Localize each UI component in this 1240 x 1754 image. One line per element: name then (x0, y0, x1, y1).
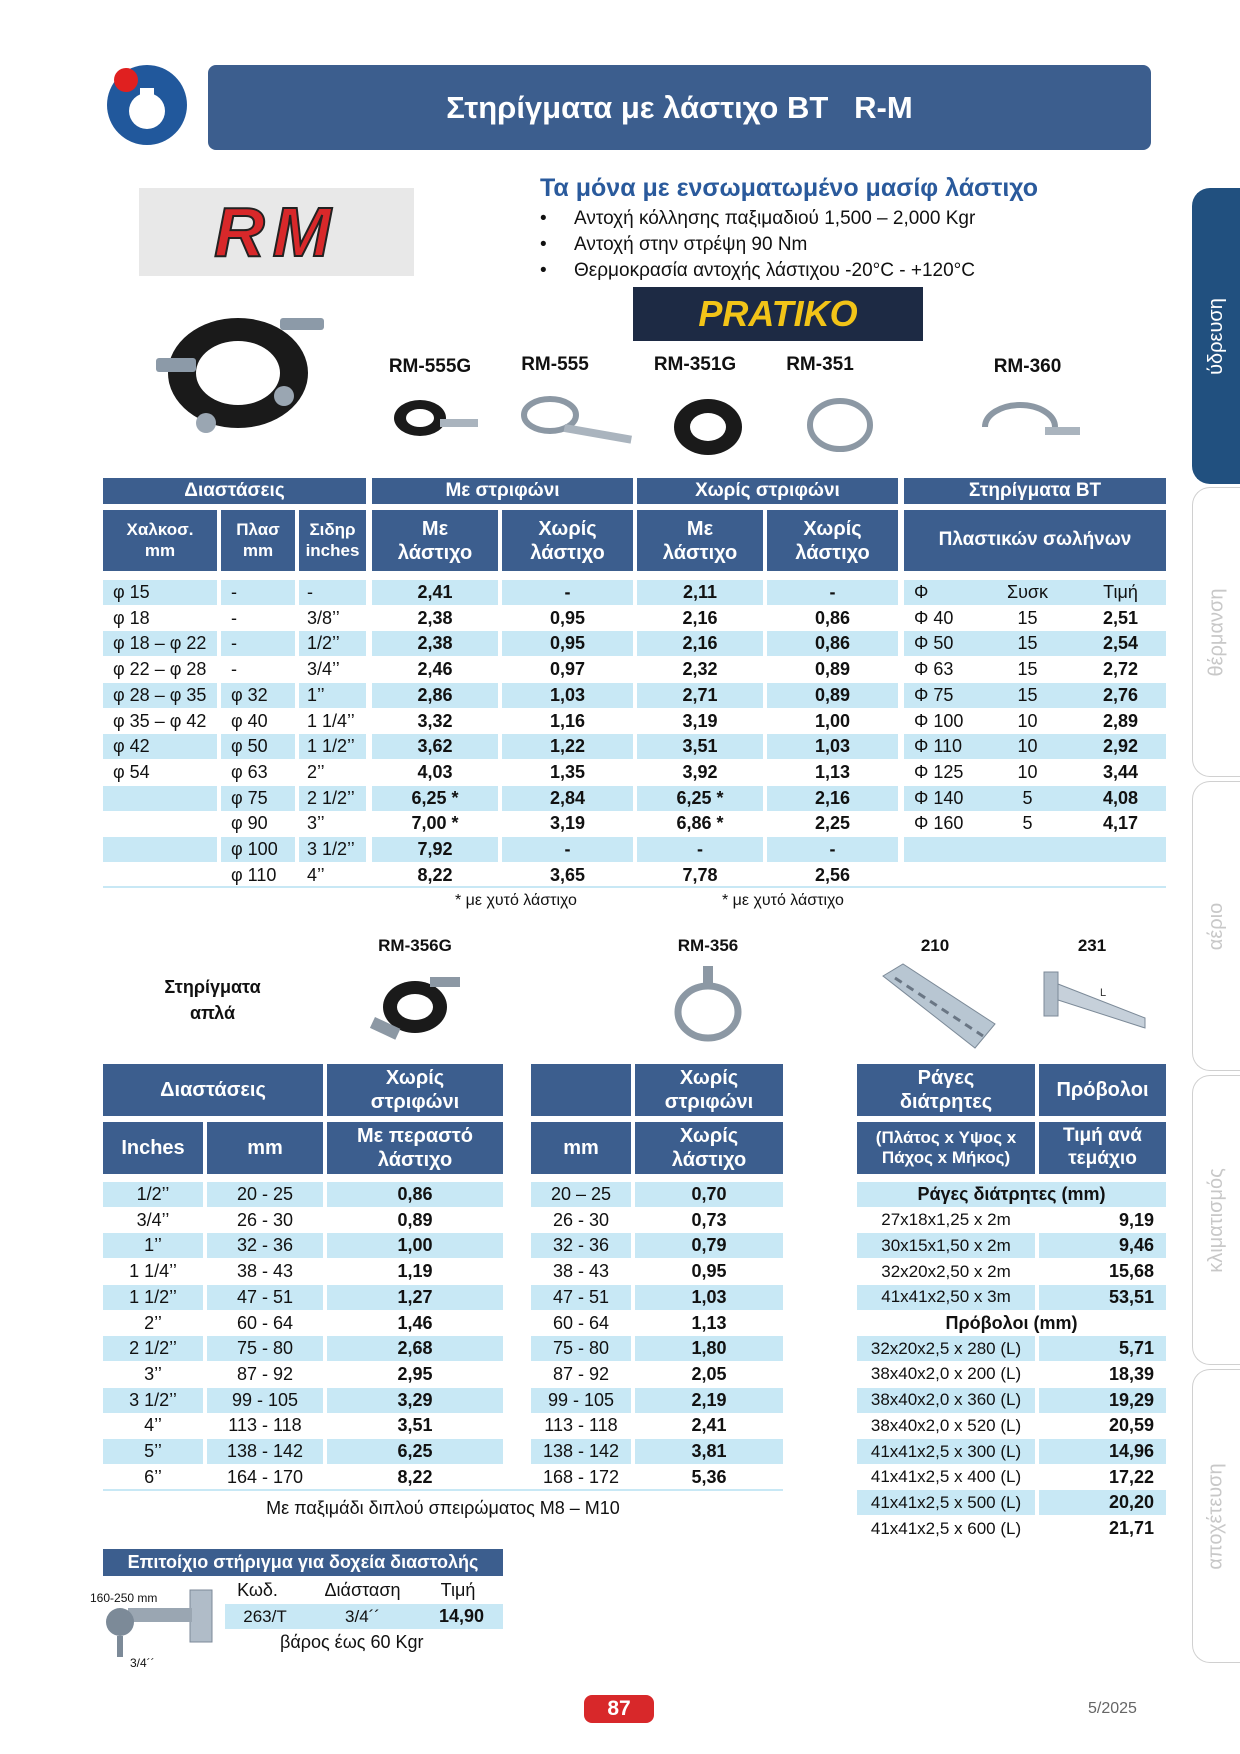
bt-header-cell: Συσκ (980, 580, 1075, 605)
tab-thermansi[interactable]: θέρμανση (1192, 487, 1240, 777)
table1-cell: 3’’ (307, 813, 325, 834)
table4-price-cell: 18,39 (1108, 1363, 1154, 1384)
table2-cell: 1’’ (103, 1233, 203, 1258)
table4-dims-cell: 41x41x2,5 x 600 (L) (870, 1518, 1022, 1538)
table3-cell: 113 - 118 (544, 1415, 618, 1436)
table1-subheader-with-rubber: Με λάστιχο (372, 510, 498, 571)
table1-cell: - (231, 607, 237, 628)
product-label: 231 (1077, 936, 1107, 955)
bt-cell (904, 837, 980, 862)
table4-price-cell: 17,22 (1108, 1466, 1154, 1487)
svg-text:L: L (1100, 987, 1107, 999)
table1-subheader-without-rubber-2: Χωρίς λάστιχο (767, 510, 898, 571)
table3-cell: 99 - 105 (531, 1388, 631, 1413)
table1-bottom-line (103, 886, 1166, 888)
rm-555g-image (385, 393, 480, 453)
table2-header-without-bolt: Χωρίς στριφώνι (327, 1064, 503, 1116)
table1-cell (103, 837, 217, 862)
table1-cell (103, 811, 217, 836)
table1-cell: φ 54 (113, 761, 150, 782)
bt-cell: 3,44 (1102, 761, 1139, 782)
table1-cell: φ 40 (231, 710, 268, 731)
table3-header-without-bolt: Χωρίς στριφώνι (635, 1064, 783, 1116)
table1-header-with-bolt: Με στριφώνι (372, 478, 633, 504)
intro-heading: Τα μόνα με ενσωματωμένο μασίφ λάστιχο (540, 174, 1039, 202)
clamp-product-image (146, 288, 331, 453)
table1-cell: 2,56 (814, 864, 851, 885)
table1-cell: - (767, 580, 898, 605)
table1-cell: 0,89 (767, 683, 898, 708)
bt-cell: 10 (980, 734, 1075, 759)
company-logo (106, 64, 188, 146)
table1-cell: 4,03 (417, 761, 453, 782)
table1-cell: φ 18 – φ 22 (103, 631, 217, 656)
wall-support-title: Επιτοίχιο στήριγμα για δοχεία διαστολής (103, 1549, 503, 1576)
table2-cell: 3’’ (144, 1363, 162, 1384)
table1-cell: φ 50 (221, 734, 295, 759)
product-label: RM-351 (786, 354, 854, 375)
table2-cell: 47 - 51 (207, 1285, 323, 1310)
table1-cell: 7,78 (682, 864, 718, 885)
bt-cell: Φ 110 (904, 734, 980, 759)
wall-support-weight: βάρος έως 60 Kgr (280, 1632, 424, 1652)
wall-support-header-code: Κωδ. (237, 1580, 278, 1600)
bt-cell: 2,51 (1102, 607, 1139, 628)
rm-351-image (800, 395, 880, 465)
table3-cell: 1,03 (635, 1285, 783, 1310)
table4-price-cell: 14,96 (1039, 1439, 1166, 1464)
table2-cell: 1,19 (397, 1261, 433, 1282)
wall-support-header-price: Τιμή (440, 1580, 476, 1600)
table4-dims-cell: 38x40x2,0 x 200 (L) (870, 1364, 1022, 1384)
table1-subheader-plastic-pipes: Πλαστικών σωλήνων (904, 510, 1166, 571)
bt-cell: 10 (1017, 710, 1038, 731)
table3-cell: 3,81 (635, 1439, 783, 1464)
table1-cell: 2,86 (372, 683, 498, 708)
table1-subheader-iron: Σιδηρ inches (299, 510, 366, 571)
brackets-section-title: Πρόβολοι (mm) (945, 1312, 1078, 1333)
table1-cell: 1,35 (549, 761, 586, 782)
bt-cell: Φ 63 (914, 659, 954, 680)
table1-cell: 0,95 (502, 631, 633, 656)
table4-price-cell: 9,19 (1118, 1209, 1154, 1230)
bt-cell: 2,89 (1102, 710, 1139, 731)
table4-subheader-dims: (Πλάτος x Υψος x Πάχος x Μήκος) (857, 1122, 1035, 1174)
table1-cell: φ 110 (231, 864, 277, 885)
table3-cell: 1,13 (691, 1312, 727, 1333)
bt-cell (1075, 837, 1166, 862)
table3-cell: 0,79 (635, 1233, 783, 1258)
table1-cell: - (502, 580, 633, 605)
table2-cell: 138 - 142 (207, 1439, 323, 1464)
table1-cell: 0,86 (814, 607, 851, 628)
table1-cell: 7,92 (372, 837, 498, 862)
table3-header-blank (531, 1064, 631, 1116)
table1-cell: 3,32 (417, 710, 453, 731)
table1-cell: 1/2’’ (299, 631, 366, 656)
table1-cell: 0,97 (549, 659, 586, 680)
rm-356-image (658, 962, 758, 1057)
table2-footer-note: Με παξιμάδι διπλού σπειρώματος M8 – M10 (266, 1498, 620, 1518)
table1-cell: - (502, 837, 633, 862)
table4-price-cell: 20,59 (1108, 1415, 1154, 1436)
table4-dims-cell: 32x20x2,50 x 2m (881, 1261, 1011, 1281)
table1-cell: 2,46 (417, 659, 453, 680)
table1-cell: 6,25 * (372, 786, 498, 811)
table1-cell: 2,25 (814, 813, 851, 834)
table1-note-cast-rubber: * με χυτό λάστιχο (455, 892, 577, 909)
table2-subheader-with-pass-rubber: Με περαστό λάστιχο (327, 1122, 503, 1174)
table1-cell: - (221, 580, 295, 605)
bracket-231-image (1040, 966, 1150, 1061)
table2-cell: 99 - 105 (207, 1388, 323, 1413)
wall-support-dim-label: 160-250 mm (90, 1591, 158, 1605)
table2-cell: 2,95 (397, 1363, 433, 1384)
rm-351g-image (663, 395, 753, 465)
pratiko-logo: PRATIKO (633, 287, 923, 341)
rm-356g-image (360, 962, 460, 1057)
table1-cell: 1,22 (502, 734, 633, 759)
product-label: RM-360 (993, 356, 1062, 377)
feature-list (540, 206, 975, 284)
table4-dims-cell: 41x41x2,50 x 3m (857, 1285, 1035, 1310)
table3-cell: 1,80 (635, 1336, 783, 1361)
table1-cell: 3,92 (682, 761, 718, 782)
table1-cell: 0,89 (814, 659, 851, 680)
table1-subheader-copper: Χαλκοσ. mm (103, 510, 217, 571)
bt-cell: 10 (1017, 761, 1038, 782)
bt-cell: Φ 160 (914, 813, 964, 834)
bt-cell (1075, 863, 1166, 888)
table2-cell: 3,51 (397, 1415, 433, 1436)
table2-cell: 1,46 (397, 1312, 433, 1333)
rail-210-image (875, 956, 1000, 1061)
table3-subheader-without-rubber: Χωρίς λάστιχο (635, 1122, 783, 1174)
bt-cell: Φ 75 (904, 683, 980, 708)
table4-dims-cell: 41x41x2,5 x 400 (L) (870, 1467, 1022, 1487)
product-label: RM-351G (653, 354, 737, 375)
table1-cell: - (767, 837, 898, 862)
simple-supports-label: Στηρίγματα απλά (164, 977, 261, 1023)
bt-header-cell: Φ (904, 580, 980, 605)
bt-cell: 2,72 (1102, 659, 1139, 680)
table2-cell: 2’’ (144, 1312, 162, 1333)
product-label: 210 (920, 936, 950, 955)
table1-cell: 1,03 (502, 683, 633, 708)
bt-cell (904, 863, 980, 888)
bt-cell: Φ 50 (904, 631, 980, 656)
table2-cell: 1 1/4’’ (129, 1261, 177, 1282)
page-title: Στηρίγματα με λάστιχο BT R-M (208, 65, 1151, 150)
table4-dims-cell: 38x40x2,0 x 520 (L) (870, 1415, 1022, 1435)
table1-cell: 3,51 (637, 734, 763, 759)
table2-cell: 32 - 36 (207, 1233, 323, 1258)
table1-cell: 2’’ (307, 761, 325, 782)
table2-bottom-line (103, 1489, 783, 1491)
table1-header-bt-supports: Στηρίγματα BT (904, 478, 1166, 504)
table3-cell: 0,70 (635, 1182, 783, 1207)
bt-cell: 4,08 (1075, 786, 1166, 811)
rails-section-title: Ράγες διάτρητες (mm) (857, 1182, 1166, 1207)
product-label: RM-356G (378, 936, 452, 955)
bt-cell: Φ 125 (914, 761, 964, 782)
table3-cell: 168 - 172 (542, 1466, 620, 1487)
table1-cell: 4’’ (307, 864, 325, 885)
table1-cell: 7,00 * (411, 813, 459, 834)
table3-cell: 47 - 51 (531, 1285, 631, 1310)
table1-cell: 3,62 (372, 734, 498, 759)
table1-cell: 3/4’’ (307, 659, 340, 680)
bt-cell: 15 (980, 631, 1075, 656)
bt-cell: Φ 140 (904, 786, 980, 811)
table1-cell: 6,25 * (637, 786, 763, 811)
bt-cell (980, 863, 1075, 888)
table2-cell: 113 - 118 (228, 1415, 302, 1436)
table2-cell: 26 - 30 (236, 1209, 294, 1230)
table1-cell: 2,71 (637, 683, 763, 708)
table1-cell (103, 863, 217, 888)
bt-cell: 15 (1017, 659, 1038, 680)
table2-cell: 8,22 (397, 1466, 433, 1487)
table2-cell: 1 1/2’’ (103, 1285, 203, 1310)
rm-brand-logo: RM (139, 188, 414, 276)
table4-header-brackets: Πρόβολοι (1039, 1064, 1166, 1116)
table1-cell: 0,86 (767, 631, 898, 656)
table2-cell: 164 - 170 (226, 1466, 304, 1487)
wall-support-dimension: 3/4´´ (305, 1604, 420, 1629)
table1-cell: 1’’ (299, 683, 366, 708)
table1-cell: φ 18 (113, 607, 150, 628)
table1-cell: 2,16 (682, 607, 718, 628)
bt-cell: 15 (1017, 607, 1038, 628)
table3-cell: 2,41 (691, 1415, 727, 1436)
table2-cell: 87 - 92 (236, 1363, 294, 1384)
table3-cell: 20 – 25 (531, 1182, 631, 1207)
table1-cell: 2,38 (417, 607, 453, 628)
table3-cell: 26 - 30 (552, 1209, 610, 1230)
rm-555-image (515, 390, 635, 460)
table4-dims-cell: 38x40x2,0 x 360 (L) (857, 1388, 1035, 1413)
table2-cell: 1,00 (327, 1233, 503, 1258)
table1-cell: 1,00 (814, 710, 851, 731)
table1-cell: - (637, 837, 763, 862)
table1-cell: 6,86 * (676, 813, 724, 834)
table1-header-without-bolt: Χωρίς στριφώνι (637, 478, 898, 504)
bt-cell: Φ 40 (914, 607, 954, 628)
table1-cell: 2,41 (372, 580, 498, 605)
table1-cell: 2,16 (637, 631, 763, 656)
wall-support-price: 14,90 (420, 1604, 503, 1629)
bt-header-cell: Τιμή (1075, 580, 1166, 605)
table2-subheader-mm: mm (207, 1122, 323, 1174)
table3-cell: 5,36 (691, 1466, 727, 1487)
table3-cell: 32 - 36 (531, 1233, 631, 1258)
table1-cell: 1,13 (814, 761, 851, 782)
table1-cell: 2 1/2’’ (299, 786, 366, 811)
table1-cell: 1 1/4’’ (307, 710, 355, 731)
table3-cell: 0,73 (691, 1209, 727, 1230)
table4-price-cell: 20,20 (1039, 1490, 1166, 1515)
table1-note-cast-rubber-2: * με χυτό λάστιχο (722, 892, 844, 909)
table4-dims-cell: 27x18x1,25 x 2m (881, 1210, 1011, 1230)
table1-cell: 3,65 (549, 864, 586, 885)
table3-cell: 0,95 (691, 1261, 727, 1282)
table2-subheader-inches: Inches (103, 1122, 203, 1174)
table2-cell: 3,29 (327, 1388, 503, 1413)
table3-cell: 2,19 (635, 1388, 783, 1413)
table1-subheader-plastic: Πλασ mm (221, 510, 295, 571)
table4-price-cell: 21,71 (1108, 1518, 1154, 1539)
table2-cell: 3/4’’ (136, 1209, 170, 1230)
rm-360-image (975, 397, 1085, 467)
tab-apoxeteusi[interactable]: αποχέτευση (1192, 1369, 1240, 1663)
table2-cell: 6,25 (327, 1439, 503, 1464)
bt-cell: 2,92 (1075, 734, 1166, 759)
table1-cell: 2,11 (637, 580, 763, 605)
table1-cell (103, 786, 217, 811)
page-number: 87 (584, 1695, 654, 1723)
feature-item: • Αντοχή κόλλησης παξιμαδιού 1,500 – 2,000 Kgr (540, 208, 976, 229)
table1-cell: φ 90 (231, 813, 268, 834)
table4-dims-cell: 41x41x2,5 x 300 (L) (857, 1439, 1035, 1464)
table2-cell: 3 1/2’’ (103, 1388, 203, 1413)
tab-aerio[interactable]: αέριο (1192, 781, 1240, 1071)
table1-cell: 3/8’’ (307, 607, 340, 628)
feature-item: • Θερμοκρασία αντοχής λάστιχου -20°C - +120°C (540, 260, 975, 281)
table2-cell: 0,86 (327, 1182, 503, 1207)
wall-support-size-label: 3/4´´ (130, 1656, 155, 1670)
tab-klimatismos[interactable]: κλιματισμός (1192, 1075, 1240, 1365)
table4-price-cell: 19,29 (1039, 1388, 1166, 1413)
table2-cell: 1,27 (327, 1285, 503, 1310)
table2-cell: 2 1/2’’ (103, 1336, 203, 1361)
table1-cell: - (221, 631, 295, 656)
table1-cell: 2,16 (767, 786, 898, 811)
table2-cell: 20 - 25 (207, 1182, 323, 1207)
table1-cell: - (299, 580, 366, 605)
table2-cell: 60 - 64 (236, 1312, 294, 1333)
wall-support-header-dimension: Διάσταση (324, 1580, 401, 1600)
table1-cell: φ 100 (221, 837, 295, 862)
table4-subheader-price: Τιμή ανά τεμάχιο (1039, 1122, 1166, 1174)
table1-cell: φ 63 (231, 761, 268, 782)
table3-cell: 87 - 92 (552, 1363, 610, 1384)
table2-cell: 4’’ (144, 1415, 162, 1436)
table1-cell: φ 75 (221, 786, 295, 811)
table1-cell: 1,03 (767, 734, 898, 759)
table1-cell: φ 28 – φ 35 (103, 683, 217, 708)
table3-cell: 38 - 43 (552, 1261, 610, 1282)
table1-cell: 3,19 (682, 710, 718, 731)
table1-cell: φ 35 – φ 42 (113, 710, 207, 731)
table4-header-rails: Ράγες διάτρητες (857, 1064, 1035, 1116)
bt-cell: Φ 100 (914, 710, 964, 731)
table1-subheader-without-rubber: Χωρίς λάστιχο (502, 510, 633, 571)
product-label: RM-555 (521, 354, 589, 375)
table3-cell: 138 - 142 (531, 1439, 631, 1464)
table2-cell: 38 - 43 (236, 1261, 294, 1282)
table4-price-cell: 53,51 (1039, 1285, 1166, 1310)
publication-date: 5/2025 (1088, 1700, 1137, 1717)
table1-cell: φ 42 (103, 734, 217, 759)
table3-subheader-mm: mm (531, 1122, 631, 1174)
table1-cell: φ 22 – φ 28 (113, 659, 207, 680)
table1-cell: 2,38 (372, 631, 498, 656)
table3-cell: 60 - 64 (552, 1312, 610, 1333)
table1-cell: φ 15 (103, 580, 217, 605)
bt-cell: 15 (980, 683, 1075, 708)
table4-dims-cell: 30x15x1,50 x 2m (857, 1233, 1035, 1258)
table2-cell: 75 - 80 (207, 1336, 323, 1361)
table1-cell: - (231, 659, 237, 680)
tab-ydreusi[interactable]: ύδρευση (1192, 188, 1240, 484)
table3-cell: 2,05 (691, 1363, 727, 1384)
product-label: RM-356 (677, 936, 739, 955)
bt-cell: 2,76 (1075, 683, 1166, 708)
bt-cell: 5 (980, 786, 1075, 811)
table1-cell: 1,16 (549, 710, 586, 731)
product-label: RM-555G (388, 356, 472, 377)
table4-dims-cell: 32x20x2,5 x 280 (L) (857, 1336, 1035, 1361)
table2-header-dimensions: Διαστάσεις (103, 1064, 323, 1116)
bt-cell: 5 (1022, 813, 1033, 834)
table1-cell: 3,19 (549, 813, 586, 834)
wall-support-code: 263/T (225, 1604, 305, 1629)
bt-cell: 4,17 (1102, 813, 1139, 834)
table3-cell: 75 - 80 (531, 1336, 631, 1361)
table2-cell: 6’’ (144, 1466, 162, 1487)
table4-price-cell: 15,68 (1108, 1261, 1154, 1282)
bt-cell (980, 837, 1075, 862)
table1-cell: 8,22 (417, 864, 453, 885)
table2-cell: 5’’ (103, 1439, 203, 1464)
table2-cell: 0,89 (397, 1209, 433, 1230)
table1-subheader-with-rubber-2: Με λάστιχο (637, 510, 763, 571)
table4-price-cell: 9,46 (1039, 1233, 1166, 1258)
table2-cell: 2,68 (327, 1336, 503, 1361)
table1-header-dimensions: Διαστάσεις (103, 478, 366, 504)
feature-item: • Αντοχή στην στρέψη 90 Nm (540, 234, 808, 255)
table1-cell: 2,84 (502, 786, 633, 811)
table1-cell: φ 32 (221, 683, 295, 708)
table2-cell: 1/2’’ (103, 1182, 203, 1207)
table1-cell: 2,32 (682, 659, 718, 680)
table1-cell: 1 1/2’’ (299, 734, 366, 759)
table4-dims-cell: 41x41x2,5 x 500 (L) (857, 1490, 1035, 1515)
bt-cell: 2,54 (1075, 631, 1166, 656)
table1-cell: 3 1/2’’ (299, 837, 366, 862)
table4-price-cell: 5,71 (1039, 1336, 1166, 1361)
table1-cell: 0,95 (549, 607, 586, 628)
